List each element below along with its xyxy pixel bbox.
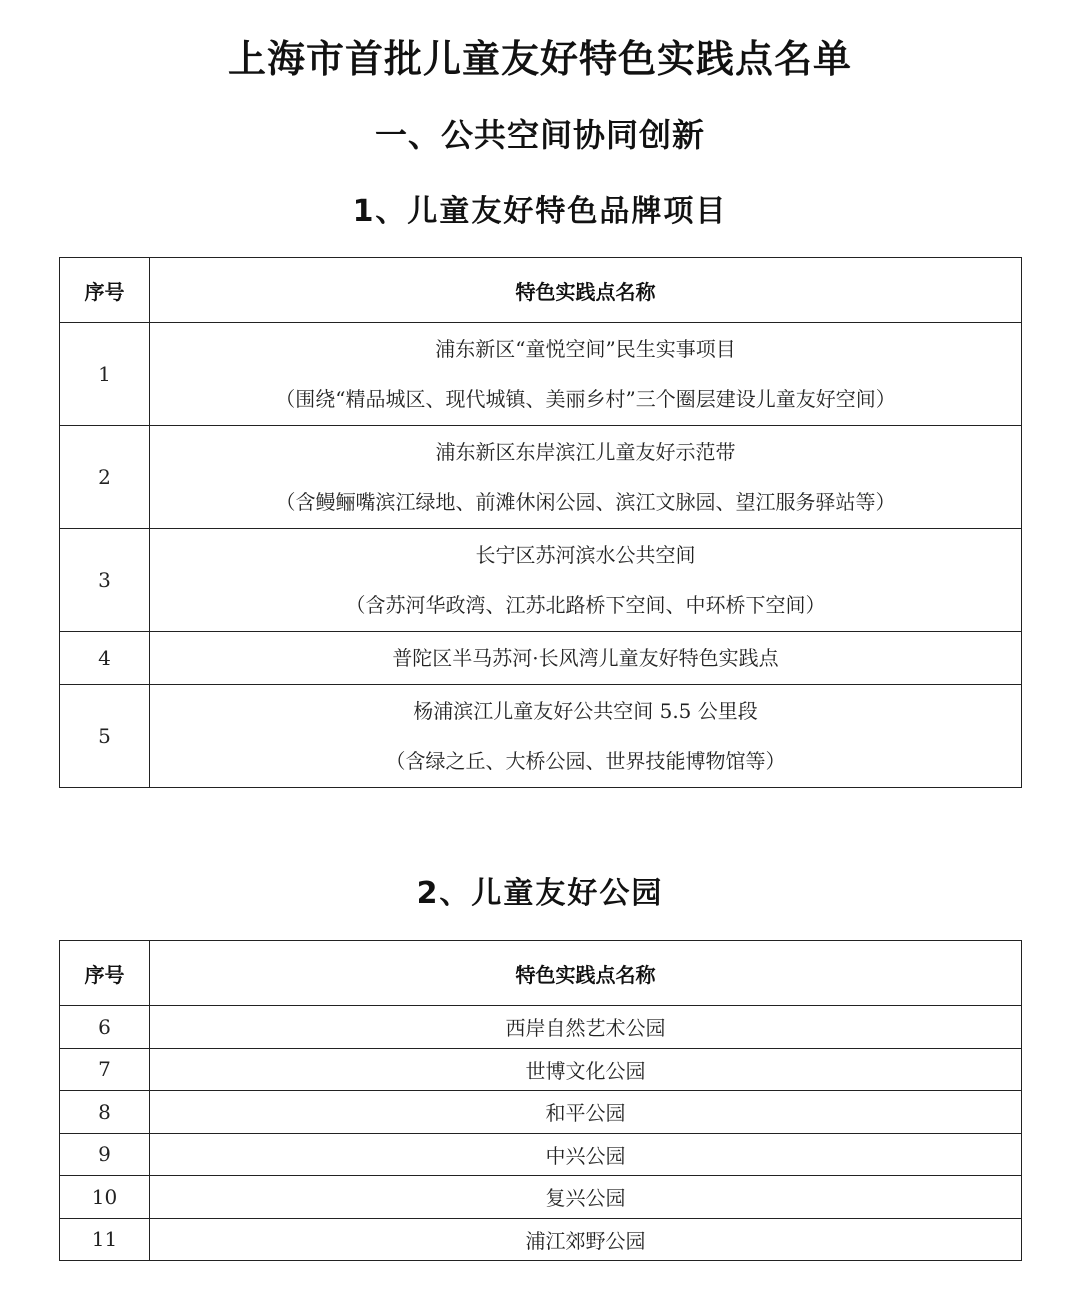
table-header-row [60, 941, 1022, 1006]
table-row [60, 426, 1022, 529]
row-number: 8 [60, 1091, 150, 1134]
practice-point-name: 浦东新区东岸滨江儿童友好示范带 [435, 440, 736, 464]
table-row [60, 1218, 1022, 1261]
row-number: 10 [60, 1176, 150, 1219]
row-number: 9 [60, 1133, 150, 1176]
row-number: 3 [60, 529, 150, 632]
practice-point-name: 长宁区苏河滨水公共空间 [475, 543, 696, 567]
table-row [60, 1091, 1022, 1134]
parks-table [59, 940, 1022, 1261]
subsection-heading-parks: 2、儿童友好公园 [416, 876, 664, 911]
column-header-number: 序号 [60, 258, 150, 323]
park-name: 浦江郊野公园 [150, 1218, 1022, 1261]
practice-point-name: 普陀区半马苏河·长风湾儿童友好特色实践点 [392, 646, 779, 670]
table-row [60, 1048, 1022, 1091]
column-header-name: 特色实践点名称 [150, 258, 1022, 323]
row-name-cell [150, 426, 1022, 529]
row-number: 5 [60, 685, 150, 788]
practice-point-detail: （含绿之丘、大桥公园、世界技能博物馆等） [385, 749, 786, 773]
table-row [60, 1176, 1022, 1219]
table-header-row [60, 258, 1022, 323]
row-number: 2 [60, 426, 150, 529]
practice-point-detail: （含苏河华政湾、江苏北路桥下空间、中环桥下空间） [345, 593, 826, 617]
practice-point-name: 浦东新区“童悦空间”民生实事项目 [435, 337, 736, 361]
section-heading: 一、公共空间协同创新 [374, 116, 705, 154]
row-number: 1 [60, 323, 150, 426]
practice-point-detail: （围绕“精品城区、现代城镇、美丽乡村”三个圈层建设儿童友好空间） [275, 387, 896, 411]
table-row [60, 632, 1022, 685]
park-name: 复兴公园 [150, 1176, 1022, 1219]
row-name-cell [150, 685, 1022, 788]
table-row [60, 529, 1022, 632]
row-number: 4 [60, 632, 150, 685]
column-header-name: 特色实践点名称 [150, 941, 1022, 1006]
column-header-number: 序号 [60, 941, 150, 1006]
row-name-cell [150, 323, 1022, 426]
table-row [60, 685, 1022, 788]
park-name: 和平公园 [150, 1091, 1022, 1134]
practice-point-detail: （含鳗鲡嘴滨江绿地、前滩休闲公园、滨江文脉园、望江服务驿站等） [275, 490, 896, 514]
practice-point-name: 杨浦滨江儿童友好公共空间 5.5 公里段 [413, 699, 758, 723]
park-name: 中兴公园 [150, 1133, 1022, 1176]
document-title: 上海市首批儿童友好特色实践点名单 [227, 37, 852, 81]
table-row [60, 323, 1022, 426]
subsection-heading-brand-projects: 1、儿童友好特色品牌项目 [352, 194, 728, 229]
brand-projects-table [59, 257, 1022, 788]
table-row [60, 1006, 1022, 1049]
row-number: 6 [60, 1006, 150, 1049]
row-number: 7 [60, 1048, 150, 1091]
table-row [60, 1133, 1022, 1176]
row-number: 11 [60, 1218, 150, 1261]
park-name: 世博文化公园 [150, 1048, 1022, 1091]
row-name-cell [150, 632, 1022, 685]
row-name-cell [150, 529, 1022, 632]
park-name: 西岸自然艺术公园 [150, 1006, 1022, 1049]
